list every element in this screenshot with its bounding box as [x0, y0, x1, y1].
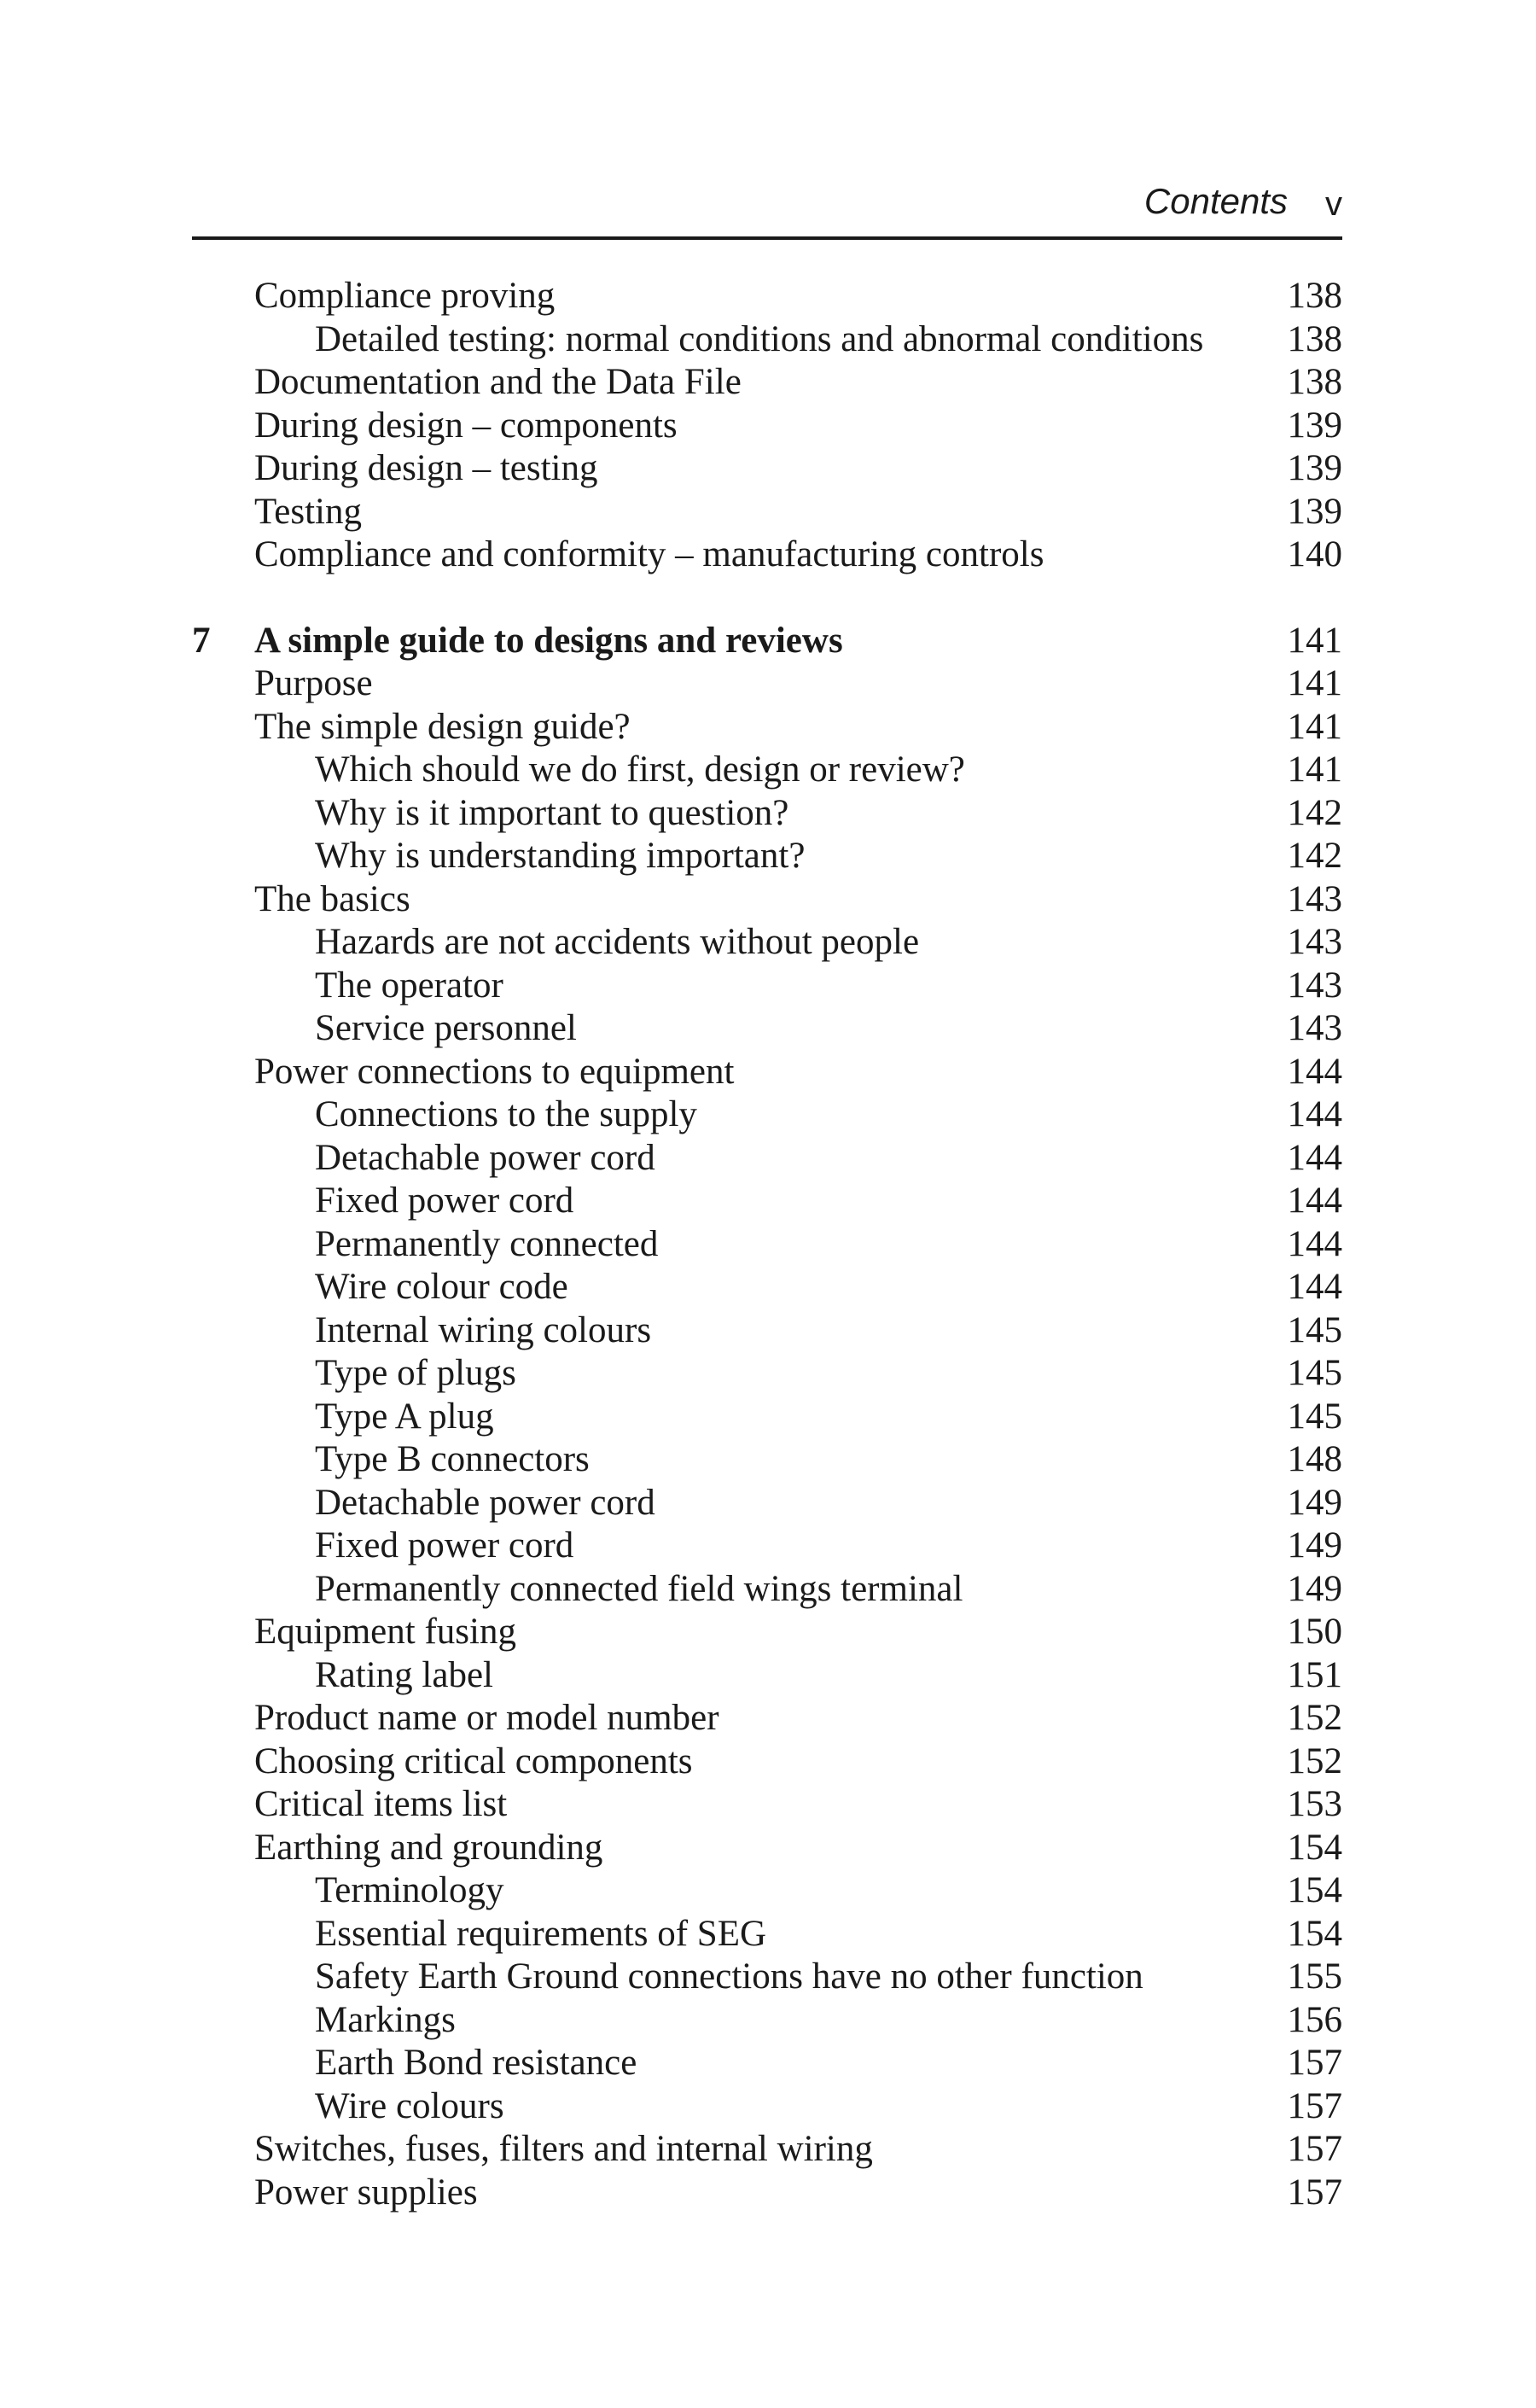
toc-entry-title: Permanently connected — [315, 1224, 659, 1264]
toc-page-number: 142 — [1287, 836, 1342, 876]
toc-entry[interactable] — [192, 921, 1342, 964]
toc-entry-title: Why is understanding important? — [315, 836, 806, 876]
toc-entry[interactable] — [192, 662, 1342, 705]
toc-entry[interactable] — [192, 405, 1342, 447]
toc-page-number: 152 — [1287, 1741, 1342, 1781]
toc-entry-title: Permanently connected field wings terminal — [315, 1569, 963, 1609]
toc-entry[interactable] — [192, 1568, 1342, 1611]
toc-page-number: 139 — [1287, 448, 1342, 488]
toc-entry-title: Detachable power cord — [315, 1138, 655, 1178]
toc-page-number: 143 — [1287, 1008, 1342, 1048]
toc-entry[interactable] — [192, 1913, 1342, 1956]
toc-page-number: 149 — [1287, 1483, 1342, 1523]
toc-entry-title: Testing — [254, 492, 362, 532]
toc-page-number: 145 — [1287, 1310, 1342, 1350]
toc-entry-title: Power connections to equipment — [254, 1052, 735, 1092]
toc-page-number: 154 — [1287, 1914, 1342, 1954]
toc-page-number: 157 — [1287, 2129, 1342, 2169]
toc-entry[interactable] — [192, 361, 1342, 404]
toc-page-number: 149 — [1287, 1569, 1342, 1609]
toc-page-number: 141 — [1287, 621, 1342, 661]
toc-entry[interactable] — [192, 706, 1342, 749]
toc-page-number: 141 — [1287, 663, 1342, 703]
toc-page-number: 143 — [1287, 879, 1342, 919]
toc-page-number: 139 — [1287, 405, 1342, 446]
toc-entry-title: Fixed power cord — [315, 1181, 574, 1221]
toc-entry-title: The basics — [254, 879, 410, 919]
toc-entry[interactable] — [192, 878, 1342, 921]
toc-entry-title: Purpose — [254, 663, 373, 703]
toc-entry[interactable] — [192, 533, 1342, 576]
toc-entry[interactable] — [192, 1007, 1342, 1050]
toc-entry-title: Detailed testing: normal conditions and abnormal conditions — [315, 319, 1204, 359]
toc-page-number: 149 — [1287, 1525, 1342, 1565]
toc-entry[interactable] — [192, 1956, 1342, 1998]
toc-page-number: 157 — [1287, 2043, 1342, 2083]
toc-entry-title: Critical items list — [254, 1784, 508, 1824]
toc-entry-title: Choosing critical components — [254, 1741, 693, 1781]
toc-page-number: 141 — [1287, 707, 1342, 747]
toc-entry[interactable] — [192, 318, 1342, 361]
toc-page-number: 154 — [1287, 1870, 1342, 1910]
toc-entry[interactable] — [192, 1309, 1342, 1352]
toc-entry[interactable] — [192, 965, 1342, 1007]
toc-entry[interactable] — [192, 1180, 1342, 1222]
toc-page-number: 151 — [1287, 1655, 1342, 1695]
toc-entry-title: Rating label — [315, 1655, 493, 1695]
toc-entry-title: Terminology — [315, 1870, 504, 1910]
toc-entry-title: Internal wiring colours — [315, 1310, 652, 1350]
header-page-number: v — [1325, 185, 1342, 223]
toc-entry[interactable] — [192, 1482, 1342, 1525]
toc-entry[interactable] — [192, 2128, 1342, 2171]
toc-page-number: 144 — [1287, 1052, 1342, 1092]
toc-page-number: 144 — [1287, 1094, 1342, 1134]
toc-entry-title: Essential requirements of SEG — [315, 1914, 767, 1954]
toc-entry-title: Power supplies — [254, 2172, 478, 2213]
toc-entry[interactable] — [192, 1438, 1342, 1481]
toc-entry[interactable] — [192, 1869, 1342, 1912]
toc-entry-title: Type A plug — [315, 1396, 494, 1437]
toc-entry-title: Markings — [315, 2000, 456, 2040]
toc-entry-title: Wire colour code — [315, 1267, 568, 1307]
toc-page-number: 152 — [1287, 1698, 1342, 1738]
toc-page-number: 144 — [1287, 1181, 1342, 1221]
toc-entry-title: Type B connectors — [315, 1439, 590, 1479]
toc-entry-title: Wire colours — [315, 2086, 504, 2126]
toc-page-number: 138 — [1287, 276, 1342, 316]
toc-page-number: 150 — [1287, 1612, 1342, 1652]
toc-entry-title: Detachable power cord — [315, 1483, 655, 1523]
toc-entry-title: Earth Bond resistance — [315, 2043, 637, 2083]
toc-entry-title: Which should we do first, design or review? — [315, 749, 965, 790]
toc-page-number: 138 — [1287, 362, 1342, 402]
toc-entry-title: Earthing and grounding — [254, 1828, 603, 1868]
toc-page-number: 142 — [1287, 793, 1342, 833]
toc-page-number: 139 — [1287, 492, 1342, 532]
toc-page-number: 144 — [1287, 1267, 1342, 1307]
toc-entry-title: During design – testing — [254, 448, 598, 488]
toc-entry[interactable] — [192, 1223, 1342, 1266]
toc-page-number: 157 — [1287, 2172, 1342, 2213]
toc-page-number: 148 — [1287, 1439, 1342, 1479]
toc-entry[interactable] — [192, 1266, 1342, 1309]
toc-page-number: 156 — [1287, 2000, 1342, 2040]
toc-entry-title: Equipment fusing — [254, 1612, 516, 1652]
toc-entry[interactable] — [192, 749, 1342, 791]
toc-page-number: 144 — [1287, 1138, 1342, 1178]
toc-page-number: 145 — [1287, 1396, 1342, 1437]
toc-entry-title: Connections to the supply — [315, 1094, 697, 1134]
toc-page-number: 144 — [1287, 1224, 1342, 1264]
toc-entry-title: Documentation and the Data File — [254, 362, 742, 402]
toc-entry-title: Compliance and conformity – manufacturing controls — [254, 534, 1044, 574]
toc-entry[interactable] — [192, 1783, 1342, 1826]
toc-entry[interactable] — [192, 2042, 1342, 2084]
toc-entry[interactable] — [192, 1352, 1342, 1395]
toc-entry[interactable] — [192, 1611, 1342, 1653]
toc-page-number: 145 — [1287, 1353, 1342, 1393]
toc-page-number: 153 — [1287, 1784, 1342, 1824]
toc-chapter-number: 7 — [192, 621, 211, 661]
toc-entry-title: The operator — [315, 965, 503, 1006]
toc-entry[interactable] — [192, 2172, 1342, 2214]
toc-page-number: 143 — [1287, 922, 1342, 962]
toc-entry[interactable] — [192, 2085, 1342, 2128]
toc-page-number: 155 — [1287, 1956, 1342, 1997]
header-title: Contents — [1143, 181, 1288, 221]
toc-page-number: 138 — [1287, 319, 1342, 359]
toc-entry-title: Fixed power cord — [315, 1525, 574, 1565]
toc-entry-title: Compliance proving — [254, 276, 556, 316]
toc-entry[interactable] — [192, 792, 1342, 835]
toc-page-number: 141 — [1287, 749, 1342, 790]
toc-entry[interactable] — [192, 835, 1342, 877]
toc-entry[interactable] — [192, 1999, 1342, 2042]
toc-entry[interactable] — [192, 1654, 1342, 1697]
toc-entry-title: A simple guide to designs and reviews — [254, 621, 843, 661]
toc-page-number: 140 — [1287, 534, 1342, 574]
toc-entry-title: Hazards are not accidents without people — [315, 922, 920, 962]
toc-page-number: 143 — [1287, 965, 1342, 1006]
toc-entry[interactable] — [192, 1697, 1342, 1740]
toc-entry-title: Switches, fuses, filters and internal wiring — [254, 2129, 873, 2169]
toc-entry[interactable] — [192, 1093, 1342, 1136]
toc-page-number: 157 — [1287, 2086, 1342, 2126]
toc-entry[interactable] — [192, 1396, 1342, 1438]
toc-entry[interactable] — [192, 491, 1342, 533]
toc-page-number: 154 — [1287, 1828, 1342, 1868]
toc-entry-title: Service personnel — [315, 1008, 577, 1048]
toc-entry[interactable] — [192, 1740, 1342, 1783]
toc-entry-title: During design – components — [254, 405, 678, 446]
toc-entry[interactable] — [192, 1525, 1342, 1567]
toc-entry-title: Type of plugs — [315, 1353, 516, 1393]
toc-entry-title: Why is it important to question? — [315, 793, 789, 833]
toc-entry[interactable] — [192, 1827, 1342, 1869]
toc-chapter-heading[interactable] — [192, 620, 1342, 662]
table-of-contents — [192, 0, 1342, 2408]
toc-entry-title: Product name or model number — [254, 1698, 719, 1738]
toc-entry[interactable] — [192, 447, 1342, 490]
toc-entry[interactable] — [192, 1051, 1342, 1093]
toc-entry[interactable] — [192, 275, 1342, 318]
toc-entry[interactable] — [192, 1137, 1342, 1180]
toc-entry-title: The simple design guide? — [254, 707, 631, 747]
toc-entry-title: Safety Earth Ground connections have no other function — [315, 1956, 1143, 1997]
